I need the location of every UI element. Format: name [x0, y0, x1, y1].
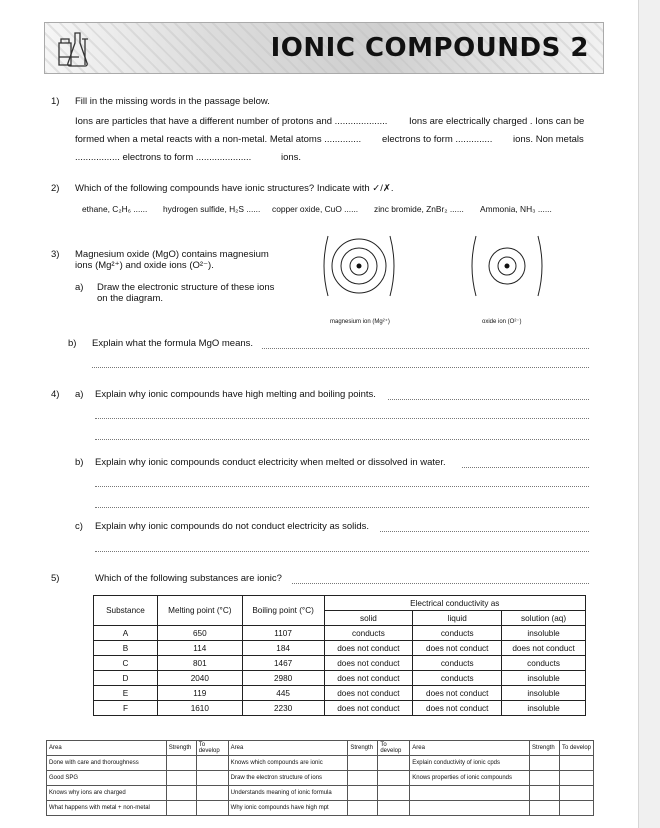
q4b-answer-line-3[interactable]	[95, 507, 589, 508]
q4c-question: Explain why ionic compounds do not conduct electricity as solids.	[95, 521, 370, 532]
cell-solution: insoluble	[502, 701, 586, 716]
eval-row	[47, 786, 594, 801]
eval-header-develop-1: To develop	[196, 741, 228, 756]
cell-solution: insoluble	[502, 671, 586, 686]
cell-substance: D	[94, 671, 158, 686]
eval-strength-cell[interactable]	[529, 756, 559, 771]
eval-develop-cell[interactable]	[196, 756, 228, 771]
self-evaluation-table	[46, 740, 594, 816]
eval-header-strength-1: Strength	[166, 741, 196, 756]
eval-develop-cell[interactable]	[378, 801, 410, 816]
cell-solution: does not conduct	[502, 641, 586, 656]
cell-liquid: conducts	[413, 671, 502, 686]
eval-strength-cell[interactable]	[348, 786, 378, 801]
cell-solution: insoluble	[502, 686, 586, 701]
eval-area-2: Draw the electron structure of ions	[228, 771, 348, 786]
table-body	[94, 626, 586, 716]
header-liquid: liquid	[413, 611, 502, 626]
q3b-label: b)	[68, 338, 77, 349]
cell-solid: conducts	[324, 626, 413, 641]
eval-header-develop-3: To develop	[559, 741, 593, 756]
magnesium-ion-caption: magnesium ion (Mg²⁺)	[330, 319, 390, 325]
eval-area-3	[410, 801, 530, 816]
eval-develop-cell[interactable]	[559, 771, 593, 786]
q1-passage-line1b: Ions are electrically charged . Ions can be	[409, 116, 585, 127]
eval-area-3	[410, 786, 530, 801]
table-header-row	[94, 596, 586, 611]
eval-strength-cell[interactable]	[529, 771, 559, 786]
header-substance: Substance	[94, 596, 158, 626]
q3-text-line1: Magnesium oxide (MgO) contains magnesium	[75, 249, 269, 260]
eval-row	[47, 756, 594, 771]
eval-develop-cell[interactable]	[559, 786, 593, 801]
cell-liquid: does not conduct	[413, 701, 502, 716]
eval-develop-cell[interactable]	[559, 801, 593, 816]
q1-passage-line1a: Ions are particles that have a different number of protons and ....................	[75, 116, 388, 127]
eval-strength-cell[interactable]	[348, 801, 378, 816]
cell-substance: A	[94, 626, 158, 641]
q3a-text-line2: on the diagram.	[97, 293, 164, 304]
q4-number: 4)	[51, 389, 60, 400]
cell-substance: B	[94, 641, 158, 656]
eval-strength-cell[interactable]	[348, 756, 378, 771]
table-row	[94, 671, 586, 686]
q1-intro: Fill in the missing words in the passage below.	[75, 96, 270, 107]
table-row	[94, 656, 586, 671]
cell-solution: conducts	[502, 656, 586, 671]
cell-melting-point: 119	[157, 686, 242, 701]
header-electrical-conductivity: Electrical conductivity as	[324, 596, 586, 611]
cell-solid: does not conduct	[324, 656, 413, 671]
q3a-text-line1: Draw the electronic structure of these ions	[97, 282, 275, 293]
header-solution: solution (aq)	[502, 611, 586, 626]
cell-solid: does not conduct	[324, 686, 413, 701]
table-row	[94, 686, 586, 701]
cell-liquid: does not conduct	[413, 641, 502, 656]
eval-develop-cell[interactable]	[196, 801, 228, 816]
q4b-answer-line-2[interactable]	[95, 486, 589, 487]
q4a-answer-line-3[interactable]	[95, 439, 589, 440]
eval-header-strength-2: Strength	[348, 741, 378, 756]
eval-header-row	[47, 741, 594, 756]
eval-area-3: Explain conductivity of ionic cpds	[410, 756, 530, 771]
eval-strength-cell[interactable]	[348, 771, 378, 786]
eval-row	[47, 801, 594, 816]
eval-strength-cell[interactable]	[166, 786, 196, 801]
table-row	[94, 641, 586, 656]
eval-area-1: Good SPG	[47, 771, 167, 786]
q2-option-hydrogen-sulfide: hydrogen sulfide, H₂S ......	[163, 204, 261, 214]
cell-boiling-point: 2980	[242, 671, 324, 686]
q4b-label: b)	[75, 457, 84, 468]
eval-area-1: Done with care and thoroughness	[47, 756, 167, 771]
cell-melting-point: 1610	[157, 701, 242, 716]
magnesium-ion-diagram	[318, 228, 400, 304]
lab-glassware-icon	[55, 27, 97, 69]
cell-solid: does not conduct	[324, 641, 413, 656]
q4a-answer-line-1[interactable]	[388, 399, 589, 400]
cell-liquid: conducts	[413, 656, 502, 671]
substance-properties-table	[93, 595, 586, 716]
q4c-answer-line-1[interactable]	[380, 531, 589, 532]
eval-develop-cell[interactable]	[196, 771, 228, 786]
header-boiling-point: Boiling point (°C)	[242, 596, 324, 626]
eval-row	[47, 771, 594, 786]
q2-question: Which of the following compounds have ionic structures? Indicate with ✓/✗.	[75, 183, 394, 194]
table-row	[94, 701, 586, 716]
cell-liquid: conducts	[413, 626, 502, 641]
cell-melting-point: 114	[157, 641, 242, 656]
cell-boiling-point: 1467	[242, 656, 324, 671]
eval-header-strength-3: Strength	[529, 741, 559, 756]
q1-passage-line3a: ................. electrons to form .....................	[75, 152, 252, 163]
cell-substance: E	[94, 686, 158, 701]
eval-strength-cell[interactable]	[529, 786, 559, 801]
eval-strength-cell[interactable]	[166, 771, 196, 786]
q3b-answer-line-1[interactable]	[262, 348, 589, 349]
q5-number: 5)	[51, 573, 60, 584]
q2-option-ethane: ethane, C₂H₆ ......	[82, 204, 148, 214]
eval-develop-cell[interactable]	[196, 786, 228, 801]
q4b-question: Explain why ionic compounds conduct electricity when melted or dissolved in water.	[95, 457, 446, 468]
eval-area-1: Knows why ions are charged	[47, 786, 167, 801]
q2-option-ammonia: Ammonia, NH₃ ......	[480, 204, 552, 214]
q3b-answer-line-2[interactable]	[92, 367, 589, 368]
cell-solid: does not conduct	[324, 671, 413, 686]
eval-develop-cell[interactable]	[378, 756, 410, 771]
q4c-label: c)	[75, 521, 83, 532]
q5-question: Which of the following substances are ionic?	[95, 573, 282, 584]
q4b-answer-line-1[interactable]	[462, 467, 589, 468]
eval-area-2: Knows which compounds are ionic	[228, 756, 348, 771]
cell-boiling-point: 1107	[242, 626, 324, 641]
cell-boiling-point: 2230	[242, 701, 324, 716]
eval-strength-cell[interactable]	[166, 756, 196, 771]
cell-substance: C	[94, 656, 158, 671]
cell-boiling-point: 445	[242, 686, 324, 701]
eval-area-2: Understands meaning of ionic formula	[228, 786, 348, 801]
q4c-answer-line-2[interactable]	[95, 551, 589, 552]
eval-strength-cell[interactable]	[529, 801, 559, 816]
cell-boiling-point: 184	[242, 641, 324, 656]
eval-develop-cell[interactable]	[559, 756, 593, 771]
eval-header-area-1: Area	[47, 741, 167, 756]
header-melting-point: Melting point (°C)	[157, 596, 242, 626]
cell-liquid: does not conduct	[413, 686, 502, 701]
table-row	[94, 626, 586, 641]
q1-passage-line3b: ions.	[281, 152, 302, 163]
q1-passage-line2b: electrons to form ..............	[382, 134, 493, 145]
q3-text-line2: ions (Mg²⁺) and oxide ions (O²⁻).	[75, 260, 214, 271]
eval-area-3: Knows properties of ionic compounds	[410, 771, 530, 786]
cell-solution: insoluble	[502, 626, 586, 641]
q3b-question: Explain what the formula MgO means.	[92, 338, 254, 349]
eval-strength-cell[interactable]	[166, 801, 196, 816]
cell-solid: does not conduct	[324, 701, 413, 716]
q3a-label: a)	[75, 282, 84, 293]
q1-passage-line2a: formed when a metal reacts with a non-metal. Metal atoms ..............	[75, 134, 362, 145]
title-banner	[44, 22, 604, 74]
q4a-label: a)	[75, 389, 84, 400]
q1-number: 1)	[51, 96, 60, 107]
cell-melting-point: 650	[157, 626, 242, 641]
eval-header-area-2: Area	[228, 741, 348, 756]
q5-answer-line[interactable]	[292, 583, 589, 584]
q3-number: 3)	[51, 249, 60, 260]
eval-header-develop-2: To develop	[378, 741, 410, 756]
q4a-answer-line-2[interactable]	[95, 418, 589, 419]
eval-area-2: Why ionic compounds have high mpt	[228, 801, 348, 816]
page-title: IONIC COMPOUNDS 2	[270, 33, 589, 63]
q2-number: 2)	[51, 183, 60, 194]
cell-substance: F	[94, 701, 158, 716]
q2-option-copper-oxide: copper oxide, CuO ......	[272, 204, 359, 214]
eval-area-1: What happens with metal + non-metal	[47, 801, 167, 816]
eval-body	[47, 756, 594, 816]
q2-option-zinc-bromide: zinc bromide, ZnBr₂ ......	[374, 204, 464, 214]
header-solid: solid	[324, 611, 413, 626]
q1-passage-line2c: ions. Non metals	[513, 134, 584, 145]
oxide-ion-diagram	[466, 228, 548, 304]
eval-develop-cell[interactable]	[378, 771, 410, 786]
vertical-scrollbar[interactable]	[638, 0, 660, 828]
q4a-question: Explain why ionic compounds have high melting and boiling points.	[95, 389, 376, 400]
oxide-ion-caption: oxide ion (O²⁻)	[482, 319, 522, 325]
eval-header-area-3: Area	[410, 741, 530, 756]
cell-melting-point: 2040	[157, 671, 242, 686]
cell-melting-point: 801	[157, 656, 242, 671]
eval-develop-cell[interactable]	[378, 786, 410, 801]
